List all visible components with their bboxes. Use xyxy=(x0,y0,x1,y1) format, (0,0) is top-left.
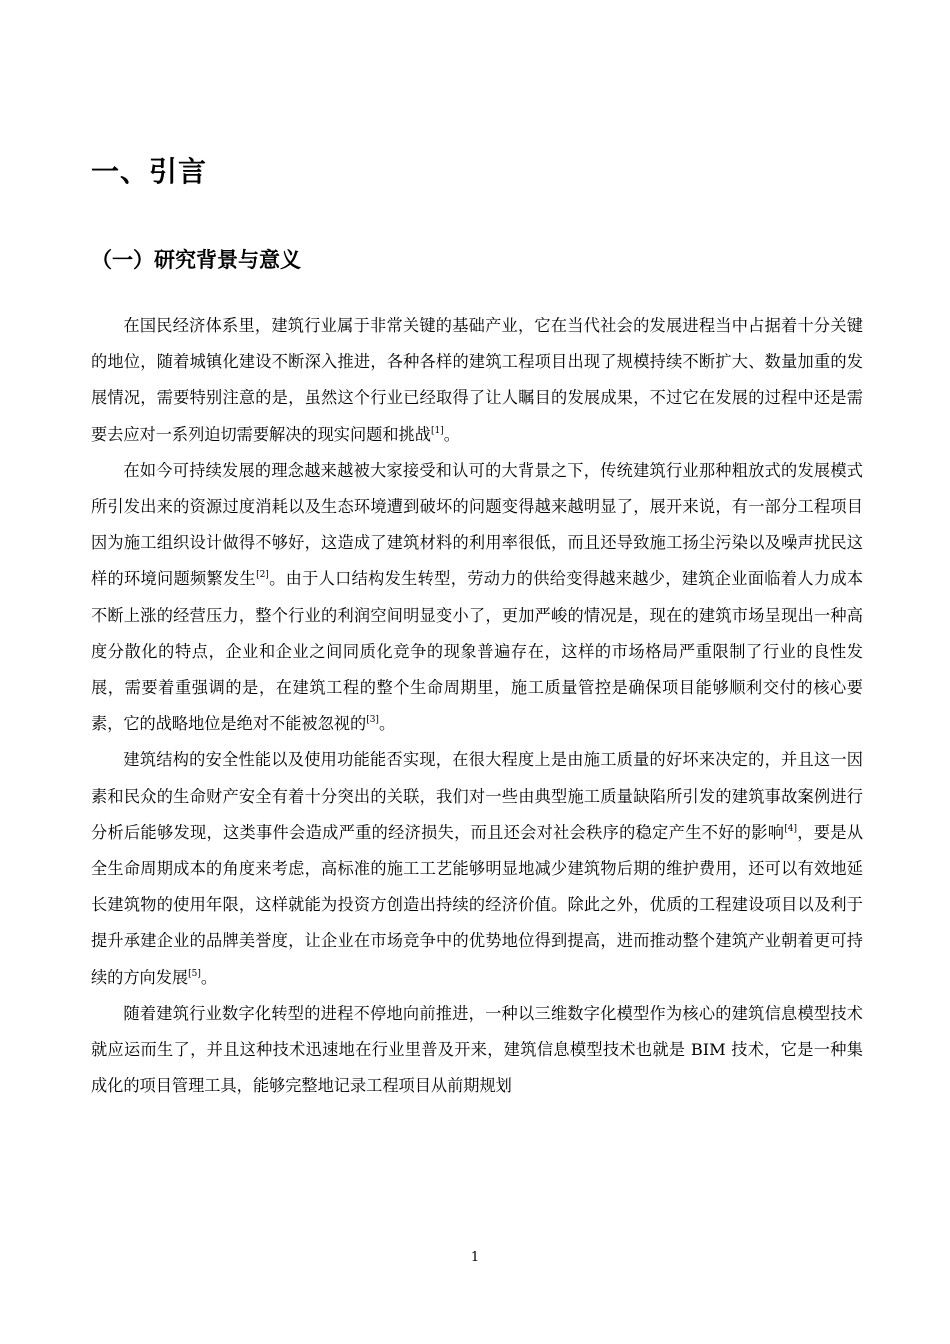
paragraph-text: ，要是从全生命周期成本的角度来考虑，高标准的施工工艺能够明显地减少建筑物后期的维护费用，还可以有效地延长建筑物的使用年限，这样就能为投资方创造出持续的经济价值。除此之外，优质的工程建设项目以及利于提升承建企业的品牌美誉度，让企业在市场竞争中的优势地位得到提高，进而推动整个建筑产业朝着更可持续的方向发展 xyxy=(91,822,864,987)
paragraph-text: 在如今可持续发展的理念越来越被大家接受和认可的大背景之下，传统建筑行业那种粗放式的发展模式所引发出来的资源过度消耗以及生态环境遭到破坏的问题变得越来越明显了，展开来说，有一部分工程项目因为施工组织设计做得不够好，这造成了建筑材料的利用率很低，而且还导致施工扬尘污染以及噪声扰民这样的环境问题频繁发生 xyxy=(91,460,863,589)
paragraph-text: 在国民经济体系里，建筑行业属于非常关键的基础产业，它在当代社会的发展进程当中占据着十分关键的地位，随着城镇化建设不断深入推进，各种各样的建筑工程项目出现了规模持续不断扩大、数量加重的发展情况，需要特别注意的是，虽然这个行业已经取得了让人瞩目的发展成果，不过它在发展的过程中还是需要去应对一系列迫切需要解决的现实问题和挑战 xyxy=(91,316,863,444)
section-heading: 一、引言 xyxy=(91,155,208,188)
paragraph-tail: 。 xyxy=(443,424,460,444)
paragraph-1 xyxy=(91,308,863,453)
paragraph-4 xyxy=(91,996,863,1105)
paragraph-tail: 。 xyxy=(378,714,396,734)
page-number: 1 xyxy=(470,1250,480,1265)
paragraph-3 xyxy=(91,742,863,995)
citation-ref: [2] xyxy=(256,570,269,581)
citation-ref: [5] xyxy=(188,968,201,979)
paragraph-tail: 。 xyxy=(200,967,218,987)
paragraph-text: 。由于人口结构发生转型，劳动力的供给变得越来越少，建筑企业面临着人力成本不断上涨的经营压力，整个行业的利润空间明显变小了，更加严峻的情况是，现在的建筑市场呈现出一种高度分散化的特点，企业和企业之间同质化竞争的现象普遍存在，这样的市场格局严重限制了行业的良性发展，需要着重强调的是，在建筑工程的整个生命周期里，施工质量管控是确保项目能够顺利交付的核心要素，它的战略地位是绝对不能被忽视的 xyxy=(91,569,864,734)
body-text xyxy=(91,308,863,1104)
citation-ref: [4] xyxy=(784,823,797,834)
subsection-heading: （一）研究背景与意义 xyxy=(91,248,301,272)
paragraph-2 xyxy=(91,453,863,743)
paragraph-text: 随着建筑行业数字化转型的进程不停地向前推进，一种以三维数字化模型作为核心的建筑信息模型技术就应运而生了，并且这种技术迅速地在行业里普及开来，建筑信息模型技术也就是 BIM 技术，它是一种集成化的项目管理工具，能够完整地记录工程项目从前期规划 xyxy=(91,1003,863,1096)
citation-ref: [3] xyxy=(366,715,379,726)
citation-ref: [1] xyxy=(430,425,444,436)
paragraph-text: 建筑结构的安全性能以及使用功能能否实现，在很大程度上是由施工质量的好坏来决定的，并且这一因素和民众的生命财产安全有着十分突出的关联，我们对一些由典型施工质量缺陷所引发的建筑事故案例进行分析后能够发现，这类事件会造成严重的经济损失，而且还会对社会秩序的稳定产生不好的影响 xyxy=(91,750,863,842)
